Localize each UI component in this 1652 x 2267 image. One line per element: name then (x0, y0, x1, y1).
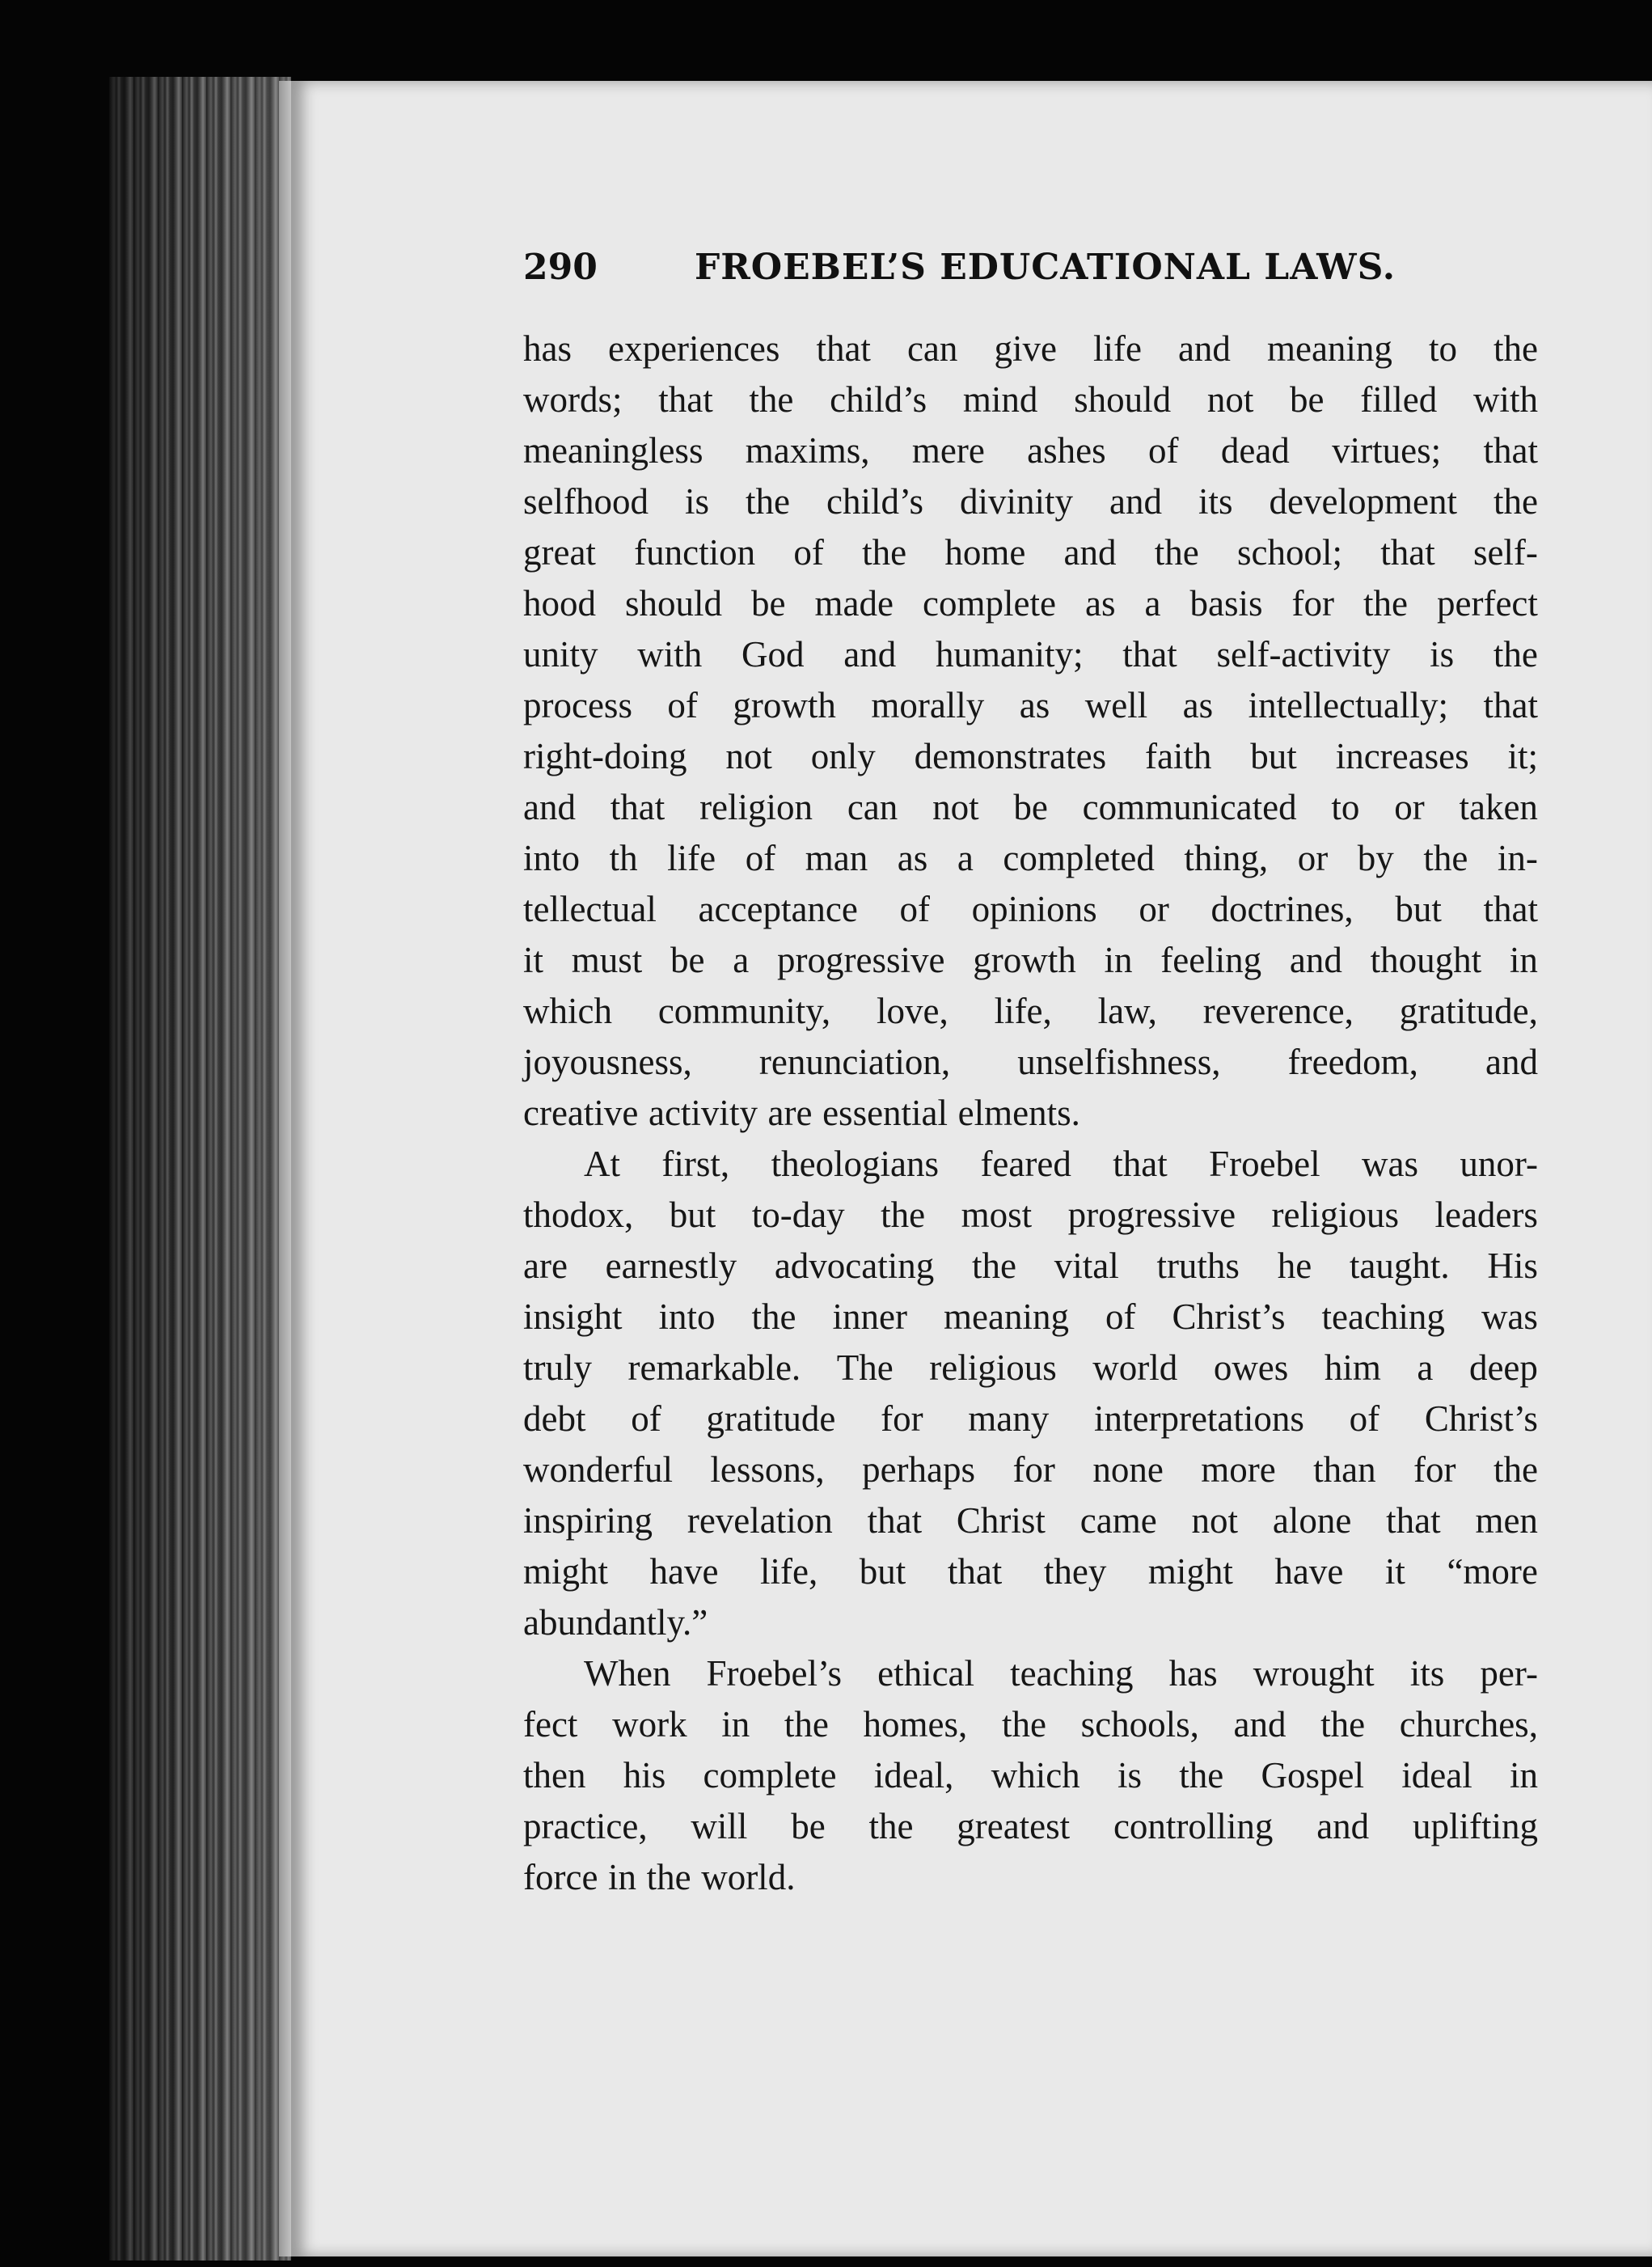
text-line: creative activity are essential elments. (523, 1093, 1080, 1133)
text-line: meaningless maxims, mere ashes of dead virtues; that (523, 430, 1538, 471)
running-title: FROEBEL’S EDUCATIONAL LAWS. (695, 247, 1396, 288)
text-line: hood should be made complete as a basis for the perfect (523, 583, 1538, 624)
text-line: fect work in the homes, the schools, and the churches, (523, 1704, 1538, 1745)
text-line: unity with God and humanity; that self-activity is the (523, 634, 1538, 675)
text-line: force in the world. (523, 1857, 796, 1897)
text-line: it must be a progressive growth in feeling and thought in (523, 940, 1538, 980)
text-line: practice, will be the greatest controlling and uplifting (523, 1806, 1538, 1846)
text-line: abundantly.” (523, 1602, 708, 1643)
text-line: might have life, but that they might have it “more (523, 1551, 1538, 1592)
book-edge (109, 77, 291, 2261)
text-line: When Froebel’s ethical teaching has wrought its per- (584, 1653, 1538, 1694)
text-line: process of growth morally as well as intellectually; that (523, 685, 1538, 725)
text-line: wonderful lessons, perhaps for none more than for the (523, 1449, 1538, 1490)
text-line: selfhood is the child’s divinity and its development the (523, 481, 1538, 522)
text-line: truly remarkable. The religious world owes him a deep (523, 1347, 1538, 1388)
text-line: then his complete ideal, which is the Gospel ideal in (523, 1755, 1538, 1795)
text-line: has experiences that can give life and meaning to the (523, 328, 1538, 369)
text-line: thodox, but to-day the most progressive religious leaders (523, 1195, 1538, 1235)
text-line: words; that the child’s mind should not be filled with (523, 379, 1538, 420)
text-line: inspiring revelation that Christ came not alone that men (523, 1500, 1538, 1541)
text-line: At first, theologians feared that Froebel was unor- (584, 1144, 1538, 1184)
page-number: 290 (523, 247, 598, 288)
text-line: tellectual acceptance of opinions or doctrines, but that (523, 889, 1538, 929)
text-line: right-doing not only demonstrates faith but increases it; (523, 736, 1538, 776)
text-line: and that religion can not be communicated to or taken (523, 787, 1538, 827)
text-line: debt of gratitude for many interpretations of Christ’s (523, 1398, 1538, 1439)
text-line: are earnestly advocating the vital truths he taught. His (523, 1246, 1538, 1286)
text-line: great function of the home and the school; that self- (523, 532, 1538, 573)
text-line: which community, love, life, law, reverence, gratitude, (523, 991, 1538, 1031)
body-text (523, 324, 1538, 1903)
text-line: insight into the inner meaning of Christ’s teaching was (523, 1296, 1538, 1337)
text-line: into th life of man as a completed thing, or by the in- (523, 838, 1538, 878)
text-line: joyousness, renunciation, unselfishness, freedom, and (523, 1042, 1538, 1082)
